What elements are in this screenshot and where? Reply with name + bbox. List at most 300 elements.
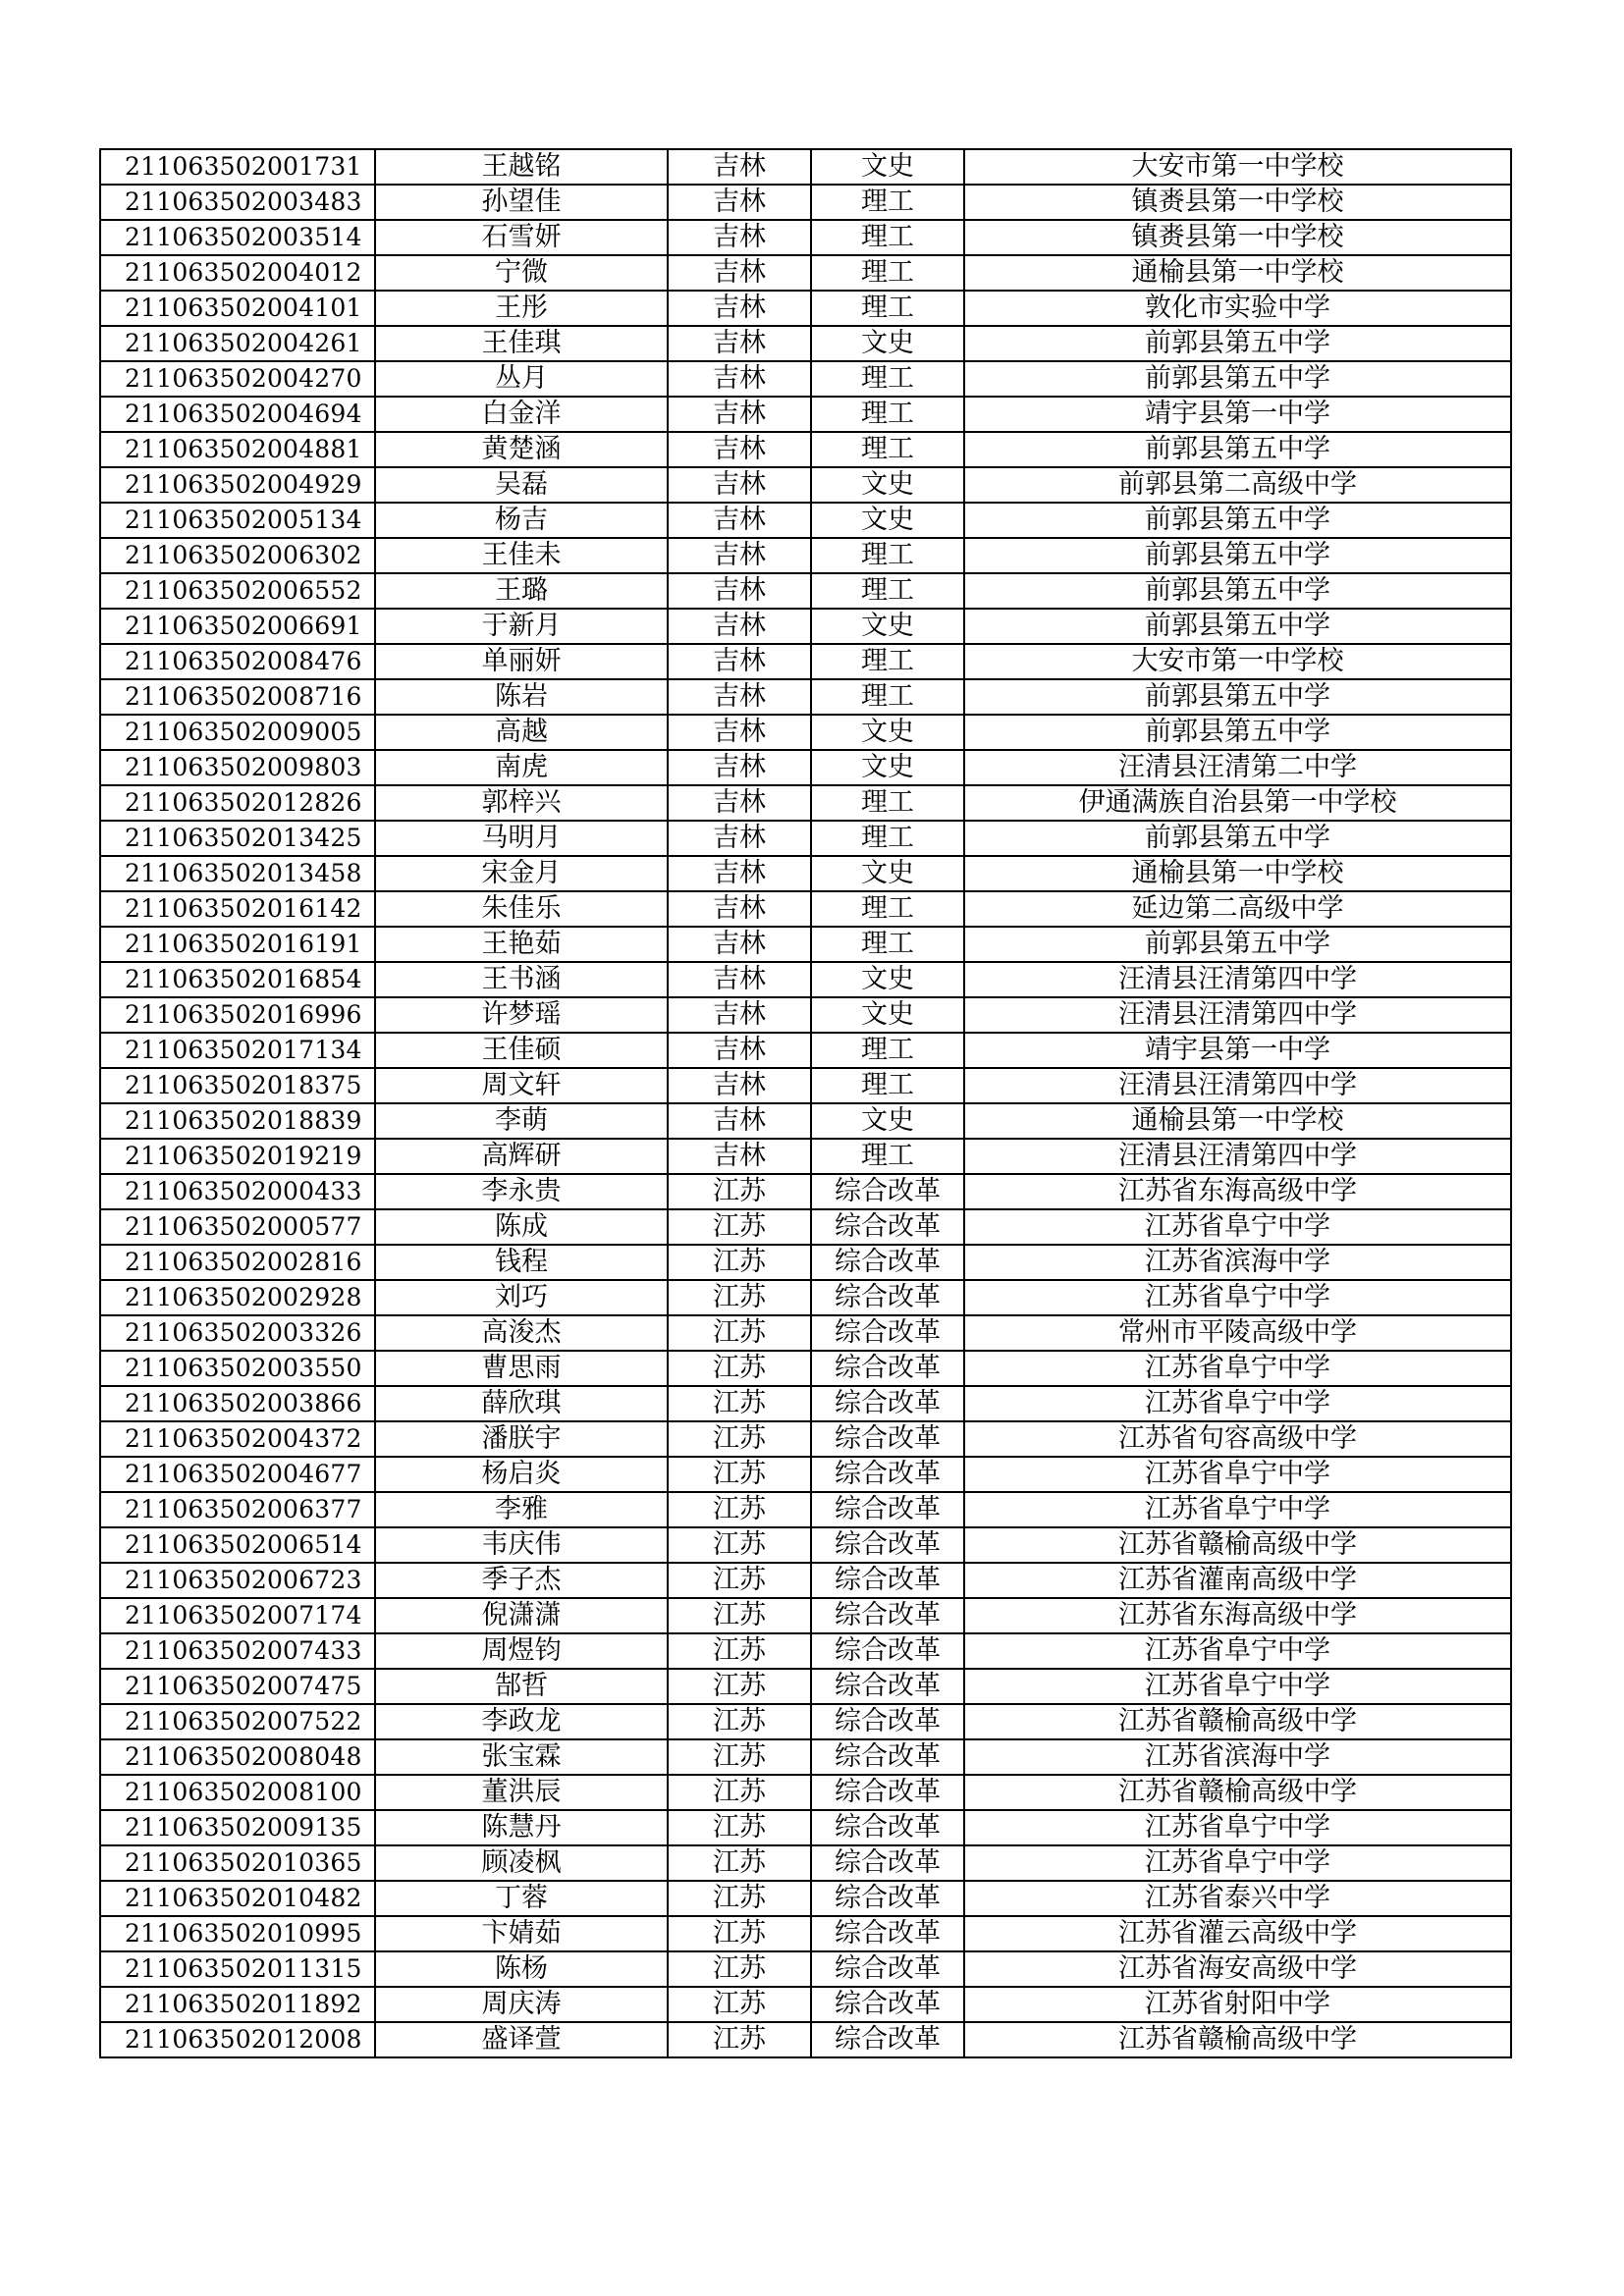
table-row <box>100 255 1511 291</box>
exam-id-cell: 211063502004929 <box>100 467 375 503</box>
exam-id-cell: 211063502003550 <box>100 1351 375 1386</box>
school-cell: 江苏省赣榆高级中学 <box>964 1775 1511 1810</box>
table-row <box>100 1810 1511 1845</box>
table-row <box>100 326 1511 361</box>
table-row <box>100 1245 1511 1280</box>
table-row <box>100 679 1511 715</box>
roster-table <box>99 148 1512 2058</box>
table-row <box>100 361 1511 397</box>
student-name-cell: 李萌 <box>375 1103 668 1139</box>
subject-cell: 理工 <box>811 185 964 220</box>
exam-id-cell: 211063502006514 <box>100 1527 375 1563</box>
subject-cell: 文史 <box>811 326 964 361</box>
subject-cell: 文史 <box>811 1103 964 1139</box>
subject-cell: 综合改革 <box>811 2022 964 2057</box>
province-cell: 江苏 <box>668 1739 811 1775</box>
province-cell: 江苏 <box>668 1669 811 1704</box>
student-name-cell: 薛欣琪 <box>375 1386 668 1421</box>
student-name-cell: 董洪辰 <box>375 1775 668 1810</box>
school-cell: 前郭县第五中学 <box>964 609 1511 644</box>
province-cell: 吉林 <box>668 573 811 609</box>
student-name-cell: 白金洋 <box>375 397 668 432</box>
table-row <box>100 1492 1511 1527</box>
student-name-cell: 倪潇潇 <box>375 1598 668 1633</box>
student-name-cell: 杨吉 <box>375 503 668 538</box>
province-cell: 吉林 <box>668 538 811 573</box>
table-row <box>100 644 1511 679</box>
table-row <box>100 856 1511 891</box>
subject-cell: 综合改革 <box>811 1633 964 1669</box>
school-cell: 江苏省赣榆高级中学 <box>964 1527 1511 1563</box>
school-cell: 汪清县汪清第四中学 <box>964 997 1511 1033</box>
school-cell: 江苏省赣榆高级中学 <box>964 2022 1511 2057</box>
table-row <box>100 397 1511 432</box>
table-row <box>100 1280 1511 1315</box>
student-name-cell: 马明月 <box>375 821 668 856</box>
exam-id-cell: 211063502018839 <box>100 1103 375 1139</box>
student-name-cell: 高越 <box>375 715 668 750</box>
exam-id-cell: 211063502016996 <box>100 997 375 1033</box>
subject-cell: 综合改革 <box>811 1845 964 1881</box>
student-name-cell: 周庆涛 <box>375 1987 668 2022</box>
subject-cell: 文史 <box>811 750 964 785</box>
table-row <box>100 1457 1511 1492</box>
province-cell: 江苏 <box>668 1916 811 1951</box>
student-name-cell: 李永贵 <box>375 1174 668 1209</box>
subject-cell: 理工 <box>811 361 964 397</box>
province-cell: 吉林 <box>668 785 811 821</box>
exam-id-cell: 211063502009135 <box>100 1810 375 1845</box>
subject-cell: 综合改革 <box>811 1704 964 1739</box>
school-cell: 江苏省阜宁中学 <box>964 1280 1511 1315</box>
school-cell: 江苏省灌南高级中学 <box>964 1563 1511 1598</box>
province-cell: 吉林 <box>668 503 811 538</box>
province-cell: 江苏 <box>668 1563 811 1598</box>
province-cell: 吉林 <box>668 185 811 220</box>
subject-cell: 综合改革 <box>811 1810 964 1845</box>
exam-id-cell: 211063502016191 <box>100 927 375 962</box>
province-cell: 吉林 <box>668 1139 811 1174</box>
subject-cell: 综合改革 <box>811 1951 964 1987</box>
school-cell: 大安市第一中学校 <box>964 149 1511 185</box>
province-cell: 江苏 <box>668 1386 811 1421</box>
subject-cell: 理工 <box>811 397 964 432</box>
province-cell: 江苏 <box>668 1987 811 2022</box>
table-row <box>100 962 1511 997</box>
subject-cell: 综合改革 <box>811 1386 964 1421</box>
school-cell: 前郭县第五中学 <box>964 326 1511 361</box>
student-name-cell: 王佳硕 <box>375 1033 668 1068</box>
province-cell: 江苏 <box>668 1633 811 1669</box>
province-cell: 江苏 <box>668 1845 811 1881</box>
table-row <box>100 1916 1511 1951</box>
exam-id-cell: 211063502012826 <box>100 785 375 821</box>
exam-id-cell: 211063502009005 <box>100 715 375 750</box>
subject-cell: 综合改革 <box>811 1563 964 1598</box>
province-cell: 江苏 <box>668 2022 811 2057</box>
exam-id-cell: 211063502013425 <box>100 821 375 856</box>
province-cell: 江苏 <box>668 1492 811 1527</box>
school-cell: 前郭县第五中学 <box>964 715 1511 750</box>
table-row <box>100 891 1511 927</box>
student-name-cell: 顾凌枫 <box>375 1845 668 1881</box>
subject-cell: 理工 <box>811 1068 964 1103</box>
school-cell: 镇赉县第一中学校 <box>964 220 1511 255</box>
exam-id-cell: 211063502006377 <box>100 1492 375 1527</box>
exam-id-cell: 211063502008100 <box>100 1775 375 1810</box>
student-name-cell: 潘朕宇 <box>375 1421 668 1457</box>
province-cell: 吉林 <box>668 1103 811 1139</box>
school-cell: 敦化市实验中学 <box>964 291 1511 326</box>
exam-id-cell: 211063502000433 <box>100 1174 375 1209</box>
province-cell: 江苏 <box>668 1951 811 1987</box>
exam-id-cell: 211063502009803 <box>100 750 375 785</box>
table-row <box>100 1987 1511 2022</box>
student-name-cell: 刘巧 <box>375 1280 668 1315</box>
table-row <box>100 1633 1511 1669</box>
exam-id-cell: 211063502006302 <box>100 538 375 573</box>
school-cell: 汪清县汪清第四中学 <box>964 1068 1511 1103</box>
exam-id-cell: 211063502004881 <box>100 432 375 467</box>
table-row <box>100 1174 1511 1209</box>
student-name-cell: 吴磊 <box>375 467 668 503</box>
subject-cell: 综合改革 <box>811 1739 964 1775</box>
exam-id-cell: 211063502016142 <box>100 891 375 927</box>
student-name-cell: 李政龙 <box>375 1704 668 1739</box>
province-cell: 吉林 <box>668 609 811 644</box>
school-cell: 江苏省灌云高级中学 <box>964 1916 1511 1951</box>
student-name-cell: 于新月 <box>375 609 668 644</box>
subject-cell: 理工 <box>811 927 964 962</box>
school-cell: 江苏省阜宁中学 <box>964 1209 1511 1245</box>
table-row <box>100 1139 1511 1174</box>
province-cell: 吉林 <box>668 856 811 891</box>
exam-id-cell: 211063502006691 <box>100 609 375 644</box>
school-cell: 江苏省阜宁中学 <box>964 1351 1511 1386</box>
subject-cell: 综合改革 <box>811 1916 964 1951</box>
student-name-cell: 丁蓉 <box>375 1881 668 1916</box>
school-cell: 通榆县第一中学校 <box>964 255 1511 291</box>
province-cell: 吉林 <box>668 1033 811 1068</box>
student-name-cell: 王佳琪 <box>375 326 668 361</box>
exam-id-cell: 211063502010365 <box>100 1845 375 1881</box>
table-row <box>100 1386 1511 1421</box>
school-cell: 通榆县第一中学校 <box>964 1103 1511 1139</box>
school-cell: 靖宇县第一中学 <box>964 397 1511 432</box>
student-name-cell: 郭梓兴 <box>375 785 668 821</box>
exam-id-cell: 211063502002928 <box>100 1280 375 1315</box>
exam-id-cell: 211063502013458 <box>100 856 375 891</box>
exam-id-cell: 211063502004372 <box>100 1421 375 1457</box>
table-row <box>100 1527 1511 1563</box>
school-cell: 前郭县第二高级中学 <box>964 467 1511 503</box>
student-name-cell: 王彤 <box>375 291 668 326</box>
exam-id-cell: 211063502003326 <box>100 1315 375 1351</box>
student-name-cell: 宁微 <box>375 255 668 291</box>
table-row <box>100 1103 1511 1139</box>
subject-cell: 理工 <box>811 821 964 856</box>
table-row <box>100 1704 1511 1739</box>
province-cell: 江苏 <box>668 1598 811 1633</box>
subject-cell: 理工 <box>811 644 964 679</box>
exam-id-cell: 211063502010482 <box>100 1881 375 1916</box>
school-cell: 镇赉县第一中学校 <box>964 185 1511 220</box>
exam-id-cell: 211063502007475 <box>100 1669 375 1704</box>
province-cell: 吉林 <box>668 467 811 503</box>
province-cell: 吉林 <box>668 326 811 361</box>
province-cell: 江苏 <box>668 1527 811 1563</box>
province-cell: 江苏 <box>668 1775 811 1810</box>
exam-id-cell: 211063502017134 <box>100 1033 375 1068</box>
student-name-cell: 陈慧丹 <box>375 1810 668 1845</box>
table-row <box>100 1068 1511 1103</box>
subject-cell: 文史 <box>811 715 964 750</box>
province-cell: 吉林 <box>668 962 811 997</box>
table-row <box>100 821 1511 856</box>
exam-id-cell: 211063502000577 <box>100 1209 375 1245</box>
school-cell: 江苏省东海高级中学 <box>964 1174 1511 1209</box>
student-name-cell: 高辉研 <box>375 1139 668 1174</box>
subject-cell: 综合改革 <box>811 1457 964 1492</box>
exam-id-cell: 211063502007433 <box>100 1633 375 1669</box>
student-name-cell: 卞婧茹 <box>375 1916 668 1951</box>
subject-cell: 综合改革 <box>811 1527 964 1563</box>
school-cell: 江苏省阜宁中学 <box>964 1492 1511 1527</box>
student-name-cell: 王越铭 <box>375 149 668 185</box>
subject-cell: 文史 <box>811 997 964 1033</box>
province-cell: 吉林 <box>668 750 811 785</box>
table-row <box>100 467 1511 503</box>
exam-id-cell: 211063502001731 <box>100 149 375 185</box>
subject-cell: 综合改革 <box>811 1315 964 1351</box>
school-cell: 前郭县第五中学 <box>964 927 1511 962</box>
exam-id-cell: 211063502016854 <box>100 962 375 997</box>
student-name-cell: 韦庆伟 <box>375 1527 668 1563</box>
province-cell: 吉林 <box>668 397 811 432</box>
table-row <box>100 1033 1511 1068</box>
school-cell: 伊通满族自治县第一中学校 <box>964 785 1511 821</box>
exam-id-cell: 211063502004677 <box>100 1457 375 1492</box>
exam-id-cell: 211063502010995 <box>100 1916 375 1951</box>
table-row <box>100 715 1511 750</box>
student-name-cell: 钱程 <box>375 1245 668 1280</box>
province-cell: 吉林 <box>668 1068 811 1103</box>
province-cell: 吉林 <box>668 220 811 255</box>
subject-cell: 理工 <box>811 432 964 467</box>
province-cell: 江苏 <box>668 1810 811 1845</box>
student-name-cell: 曹思雨 <box>375 1351 668 1386</box>
table-row <box>100 149 1511 185</box>
subject-cell: 理工 <box>811 891 964 927</box>
subject-cell: 文史 <box>811 467 964 503</box>
school-cell: 常州市平陵高级中学 <box>964 1315 1511 1351</box>
table-row <box>100 573 1511 609</box>
exam-id-cell: 211063502019219 <box>100 1139 375 1174</box>
exam-id-cell: 211063502007174 <box>100 1598 375 1633</box>
student-name-cell: 丛月 <box>375 361 668 397</box>
school-cell: 汪清县汪清第四中学 <box>964 962 1511 997</box>
school-cell: 前郭县第五中学 <box>964 503 1511 538</box>
student-name-cell: 王璐 <box>375 573 668 609</box>
subject-cell: 文史 <box>811 609 964 644</box>
table-row <box>100 1739 1511 1775</box>
exam-id-cell: 211063502006723 <box>100 1563 375 1598</box>
table-row <box>100 1563 1511 1598</box>
school-cell: 通榆县第一中学校 <box>964 856 1511 891</box>
province-cell: 吉林 <box>668 821 811 856</box>
table-row <box>100 2022 1511 2057</box>
subject-cell: 综合改革 <box>811 1209 964 1245</box>
school-cell: 大安市第一中学校 <box>964 644 1511 679</box>
province-cell: 吉林 <box>668 644 811 679</box>
exam-id-cell: 211063502004694 <box>100 397 375 432</box>
student-name-cell: 周煜钧 <box>375 1633 668 1669</box>
table-row <box>100 1421 1511 1457</box>
exam-id-cell: 211063502011892 <box>100 1987 375 2022</box>
school-cell: 前郭县第五中学 <box>964 432 1511 467</box>
table-row <box>100 1669 1511 1704</box>
school-cell: 前郭县第五中学 <box>964 821 1511 856</box>
school-cell: 江苏省阜宁中学 <box>964 1669 1511 1704</box>
exam-id-cell: 211063502003514 <box>100 220 375 255</box>
student-name-cell: 朱佳乐 <box>375 891 668 927</box>
table-row <box>100 503 1511 538</box>
subject-cell: 综合改革 <box>811 1492 964 1527</box>
student-name-cell: 张宝霖 <box>375 1739 668 1775</box>
school-cell: 前郭县第五中学 <box>964 679 1511 715</box>
subject-cell: 综合改革 <box>811 1245 964 1280</box>
subject-cell: 理工 <box>811 538 964 573</box>
subject-cell: 文史 <box>811 503 964 538</box>
subject-cell: 理工 <box>811 785 964 821</box>
student-name-cell: 周文轩 <box>375 1068 668 1103</box>
subject-cell: 理工 <box>811 291 964 326</box>
student-name-cell: 黄楚涵 <box>375 432 668 467</box>
subject-cell: 综合改革 <box>811 1775 964 1810</box>
province-cell: 吉林 <box>668 149 811 185</box>
school-cell: 江苏省阜宁中学 <box>964 1457 1511 1492</box>
province-cell: 吉林 <box>668 997 811 1033</box>
table-row <box>100 432 1511 467</box>
school-cell: 江苏省阜宁中学 <box>964 1633 1511 1669</box>
province-cell: 江苏 <box>668 1174 811 1209</box>
exam-id-cell: 211063502011315 <box>100 1951 375 1987</box>
school-cell: 江苏省滨海中学 <box>964 1245 1511 1280</box>
school-cell: 前郭县第五中学 <box>964 361 1511 397</box>
province-cell: 江苏 <box>668 1351 811 1386</box>
student-name-cell: 王书涵 <box>375 962 668 997</box>
province-cell: 江苏 <box>668 1421 811 1457</box>
subject-cell: 综合改革 <box>811 1351 964 1386</box>
student-name-cell: 单丽妍 <box>375 644 668 679</box>
table-row <box>100 927 1511 962</box>
student-name-cell: 宋金月 <box>375 856 668 891</box>
province-cell: 吉林 <box>668 432 811 467</box>
exam-id-cell: 211063502006552 <box>100 573 375 609</box>
subject-cell: 综合改革 <box>811 1174 964 1209</box>
school-cell: 靖宇县第一中学 <box>964 1033 1511 1068</box>
subject-cell: 理工 <box>811 220 964 255</box>
exam-id-cell: 211063502003866 <box>100 1386 375 1421</box>
school-cell: 江苏省阜宁中学 <box>964 1386 1511 1421</box>
student-name-cell: 孙望佳 <box>375 185 668 220</box>
subject-cell: 综合改革 <box>811 1987 964 2022</box>
province-cell: 吉林 <box>668 291 811 326</box>
student-name-cell: 杨启炎 <box>375 1457 668 1492</box>
subject-cell: 理工 <box>811 679 964 715</box>
student-name-cell: 盛译萱 <box>375 2022 668 2057</box>
province-cell: 江苏 <box>668 1209 811 1245</box>
table-row <box>100 1598 1511 1633</box>
exam-id-cell: 211063502008716 <box>100 679 375 715</box>
table-row <box>100 1845 1511 1881</box>
school-cell: 延边第二高级中学 <box>964 891 1511 927</box>
subject-cell: 理工 <box>811 1139 964 1174</box>
school-cell: 江苏省句容高级中学 <box>964 1421 1511 1457</box>
school-cell: 汪清县汪清第二中学 <box>964 750 1511 785</box>
table-row <box>100 538 1511 573</box>
province-cell: 吉林 <box>668 715 811 750</box>
student-name-cell: 高浚杰 <box>375 1315 668 1351</box>
table-row <box>100 609 1511 644</box>
table-row <box>100 1315 1511 1351</box>
exam-id-cell: 211063502008476 <box>100 644 375 679</box>
table-row <box>100 1775 1511 1810</box>
table-row <box>100 1881 1511 1916</box>
table-row <box>100 750 1511 785</box>
school-cell: 前郭县第五中学 <box>964 538 1511 573</box>
subject-cell: 文史 <box>811 856 964 891</box>
exam-id-cell: 211063502004101 <box>100 291 375 326</box>
exam-id-cell: 211063502004261 <box>100 326 375 361</box>
subject-cell: 文史 <box>811 149 964 185</box>
school-cell: 前郭县第五中学 <box>964 573 1511 609</box>
exam-id-cell: 211063502003483 <box>100 185 375 220</box>
table-row <box>100 1209 1511 1245</box>
province-cell: 吉林 <box>668 927 811 962</box>
table-row <box>100 1351 1511 1386</box>
exam-id-cell: 211063502007522 <box>100 1704 375 1739</box>
exam-id-cell: 211063502004270 <box>100 361 375 397</box>
student-name-cell: 陈成 <box>375 1209 668 1245</box>
roster-body <box>100 149 1511 2057</box>
student-name-cell: 石雪妍 <box>375 220 668 255</box>
school-cell: 江苏省射阳中学 <box>964 1987 1511 2022</box>
subject-cell: 文史 <box>811 962 964 997</box>
subject-cell: 综合改革 <box>811 1881 964 1916</box>
province-cell: 吉林 <box>668 891 811 927</box>
school-cell: 江苏省海安高级中学 <box>964 1951 1511 1987</box>
subject-cell: 综合改革 <box>811 1280 964 1315</box>
subject-cell: 理工 <box>811 1033 964 1068</box>
student-name-cell: 王佳未 <box>375 538 668 573</box>
subject-cell: 综合改革 <box>811 1421 964 1457</box>
exam-id-cell: 211063502005134 <box>100 503 375 538</box>
province-cell: 江苏 <box>668 1315 811 1351</box>
exam-id-cell: 211063502008048 <box>100 1739 375 1775</box>
student-name-cell: 许梦瑶 <box>375 997 668 1033</box>
subject-cell: 综合改革 <box>811 1598 964 1633</box>
province-cell: 江苏 <box>668 1280 811 1315</box>
table-row <box>100 185 1511 220</box>
student-name-cell: 王艳茹 <box>375 927 668 962</box>
table-row <box>100 785 1511 821</box>
subject-cell: 理工 <box>811 573 964 609</box>
province-cell: 江苏 <box>668 1457 811 1492</box>
student-name-cell: 李雅 <box>375 1492 668 1527</box>
exam-id-cell: 211063502018375 <box>100 1068 375 1103</box>
province-cell: 吉林 <box>668 255 811 291</box>
